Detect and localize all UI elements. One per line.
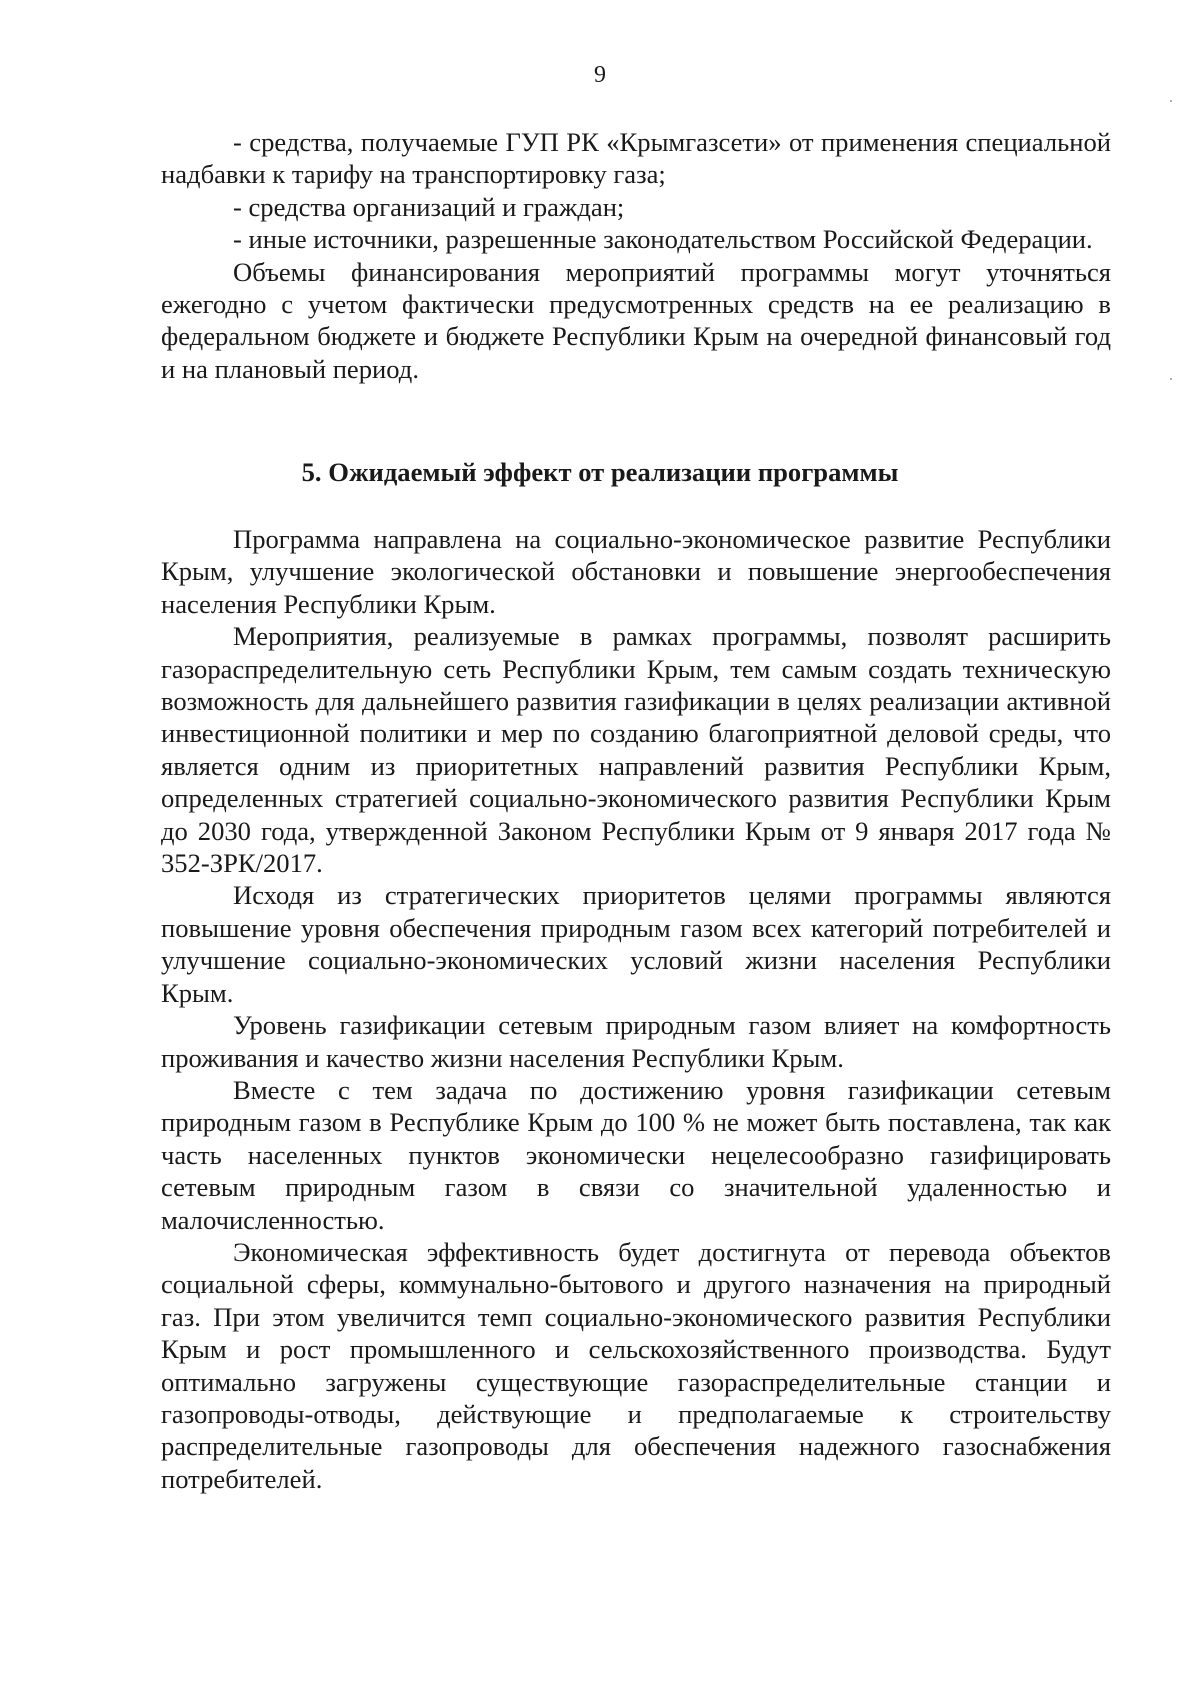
funding-volume-paragraph: Объемы финансирования мероприятий программы могут уточняться ежегодно с учетом фактически предусмотренных средств на ее реализацию в федеральном бюджете и бюджете Республики Крым на очередной финансовый год и на плановый период. — [161, 256, 1111, 384]
section-body — [161, 523, 1111, 1495]
page-number: 9 — [594, 62, 606, 88]
section-heading: 5. Ожидаемый эффект от реализации программы — [301, 457, 899, 487]
section-paragraph: Вместе с тем задача по достижению уровня газификации сетевым природным газом в Республике Крым до 100 % не может быть поставлена, так как часть населенных пунктов экономически нецелесообразно газифицировать сетевым природным газом в связи со значительной удаленностью и малочисленностью. — [161, 1074, 1111, 1235]
section-paragraph: Программа направлена на социально-экономическое развитие Республики Крым, улучшение экологической обстановки и повышение энергообеспечения населения Республики Крым. — [161, 524, 1111, 619]
section-paragraph: Экономическая эффективность будет достигнута от перевода объектов социальной сферы, коммунально-бытового и другого назначения на природный газ. При этом увеличится темп социально-экономического развития Республики Крым и рост промышленного и сельскохозяйственного производства. Будут оптимально загружены существующие газораспределительные станции и газопроводы-отводы, действующие и предполагаемые к строительству распределительные газопроводы для обеспечения надежного газоснабжения потребителей. — [161, 1236, 1111, 1494]
scan-artifact — [1170, 378, 1172, 380]
section-paragraph: Уровень газификации сетевым природным газом влияет на комфортность проживания и качество жизни населения Республики Крым. — [161, 1010, 1111, 1073]
section-paragraph: Исходя из стратегических приоритетов целями программы являются повышение уровня обеспечения природным газом всех категорий потребителей и улучшение социально-экономических условий жизни населения Республики Крым. — [161, 880, 1111, 1008]
scan-artifact — [1170, 100, 1172, 102]
funding-source-other: - иные источники, разрешенные законодательством Российской Федерации. — [233, 224, 1093, 255]
funding-source-special-surcharge: - средства, получаемые ГУП РК «Крымгазсети» от применения специальной надбавки к тарифу на транспортировку газа; — [161, 127, 1111, 190]
section-paragraph: Мероприятия, реализуемые в рамках программы, позволят расширить газораспределительную сеть Республики Крым, тем самым создать техническую возможность для дальнейшего развития газификации в целях реализации активной инвестиционной политики и мер по созданию благоприятной деловой среды, что является одним из приоритетных направлений развития Республики Крым, определенных стратегией социально-экономического развития Республики Крым до 2030 года, утвержденной Законом Республики Крым от 9 января 2017 года № 352-ЗРК/2017. — [161, 621, 1111, 879]
funding-source-organizations: - средства организаций и граждан; — [233, 191, 625, 222]
intro-text-block — [161, 126, 1111, 385]
